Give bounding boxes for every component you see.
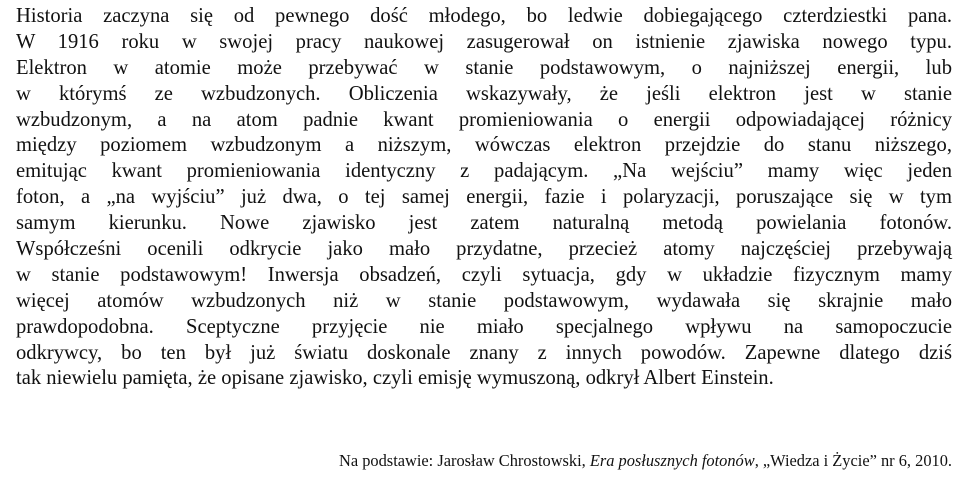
paragraph-line: Elektron w atomie może przebywać w stanie podstawowym, o najniższej energii, lub xyxy=(16,56,952,79)
paragraph-line: między poziomem wzbudzonym a niższym, wówczas elektron przejdzie do stanu niższego, xyxy=(16,134,952,157)
paragraph-line: prawdopodobna. Sceptyczne przyjęcie nie miało specjalnego wpływu na samopoczucie xyxy=(16,315,952,338)
source-prefix: Na podstawie: Jarosław Chrostowski, xyxy=(339,451,590,470)
paragraph-line: tak niewielu pamięta, że opisane zjawisko, czyli emisję wymuszoną, odkrył Albert Einstein. xyxy=(16,367,774,390)
paragraph-line: Historia zaczyna się od pewnego dość młodego, bo ledwie dobiegającego czterdziestki pana. xyxy=(16,5,952,27)
paragraph-line: Współcześni ocenili odkrycie jako mało przydatne, przecież atomy najczęściej przebywają xyxy=(16,238,952,261)
paragraph-line: wzbudzonym, a na atom padnie kwant promieniowania o energii odpowiadającej różnicy xyxy=(16,108,952,131)
source-suffix: , „Wiedza i Życie” nr 6, 2010. xyxy=(754,451,952,470)
paragraph-line: samym kierunku. Nowe zjawisko jest zatem naturalną metodą powielania fotonów. xyxy=(16,212,952,235)
paragraph-line: foton, a „na wyjściu” już dwa, o tej samej energii, fazie i polaryzacji, poruszające się w tym xyxy=(16,186,952,209)
paragraph-line: w którymś ze wzbudzonych. Obliczenia wskazywały, że jeśli elektron jest w stanie xyxy=(16,82,952,105)
source-citation xyxy=(339,451,952,471)
paragraph-line: więcej atomów wzbudzonych niż w stanie podstawowym, wydawała się skrajnie mało xyxy=(16,289,952,312)
paragraph-line: W 1916 roku w swojej pracy naukowej zasugerował on istnienie zjawiska nowego typu. xyxy=(16,30,952,53)
source-title: Era posłusznych fotonów xyxy=(589,451,755,470)
paragraph-line: emitując kwant promieniowania identyczny z padającym. „Na wejściu” mamy więc jeden xyxy=(16,160,952,183)
paragraph-line: w stanie podstawowym! Inwersja obsadzeń, czyli sytuacja, gdy w układzie fizycznym mamy xyxy=(16,263,952,286)
paragraph-line: odkrywcy, bo ten był już światu doskonale znany z innych powodów. Zapewne dlatego dziś xyxy=(16,341,952,364)
main-paragraph xyxy=(16,4,952,392)
